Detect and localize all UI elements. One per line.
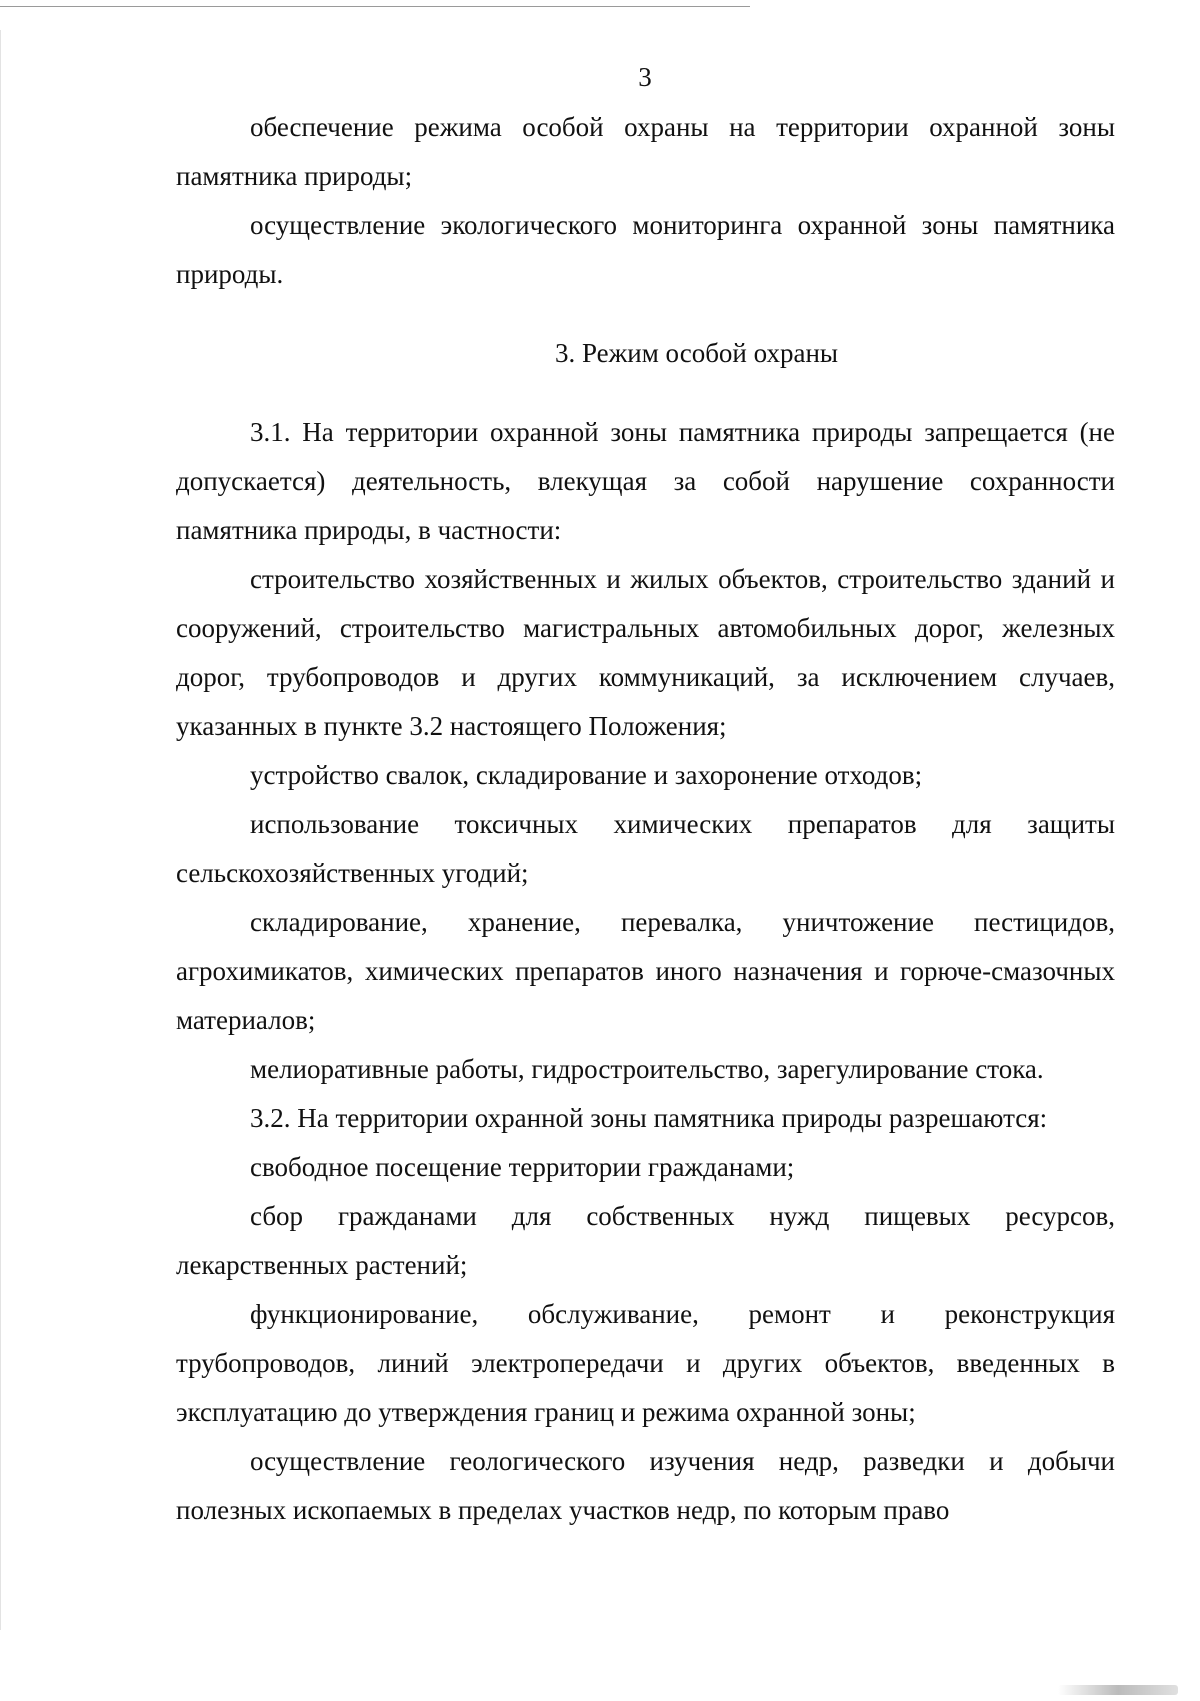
paragraph: функционирование, обслуживание, ремонт и реконструкция трубопроводов, линий электропередачи и других объектов, введенных в эксплуатацию до утверждения границ и режима охранной зоны; (176, 1299, 1115, 1427)
document-body (176, 103, 1115, 1535)
paragraph: осуществление экологического мониторинга охранной зоны памятника природы. (176, 210, 1115, 289)
paragraph: сбор гражданами для собственных нужд пищевых ресурсов, лекарственных растений; (176, 1201, 1115, 1280)
paragraph: обеспечение режима особой охраны на территории охранной зоны памятника природы; (176, 112, 1115, 191)
paragraph: строительство хозяйственных и жилых объектов, строительство зданий и сооружений, строительство магистральных автомобильных дорог, железных дорог, трубопроводов и других коммуникаций, за исключением случаев, указанных в пункте 3.2 настоящего Положения; (176, 564, 1115, 741)
section-heading: 3. Режим особой охраны (554, 338, 839, 368)
paragraph: свободное посещение территории гражданами; (250, 1152, 795, 1182)
page-number: 3 (638, 62, 652, 92)
paragraph: использование токсичных химических препаратов для защиты сельскохозяйственных угодий; (176, 809, 1115, 888)
paragraph: складирование, хранение, перевалка, уничтожение пестицидов, агрохимикатов, химических препаратов иного назначения и горюче-смазочных материалов; (176, 907, 1115, 1035)
paragraph: осуществление геологического изучения недр, разведки и добычи полезных ископаемых в пределах участков недр, по которым право (176, 1446, 1115, 1525)
paragraph: 3.1. На территории охранной зоны памятника природы запрещается (не допускается) деятельность, влекущая за собой нарушение сохранности памятника природы, в частности: (176, 417, 1115, 545)
paragraph: устройство свалок, складирование и захоронение отходов; (250, 760, 923, 790)
scan-artifact-top-line (0, 6, 750, 7)
scan-artifact-left-edge (0, 30, 1, 1630)
paragraph: мелиоративные работы, гидростроительство, зарегулирование стока. (250, 1054, 1044, 1084)
paragraph: 3.2. На территории охранной зоны памятника природы разрешаются: (250, 1103, 1048, 1133)
scan-artifact-smudge (1058, 1685, 1178, 1695)
